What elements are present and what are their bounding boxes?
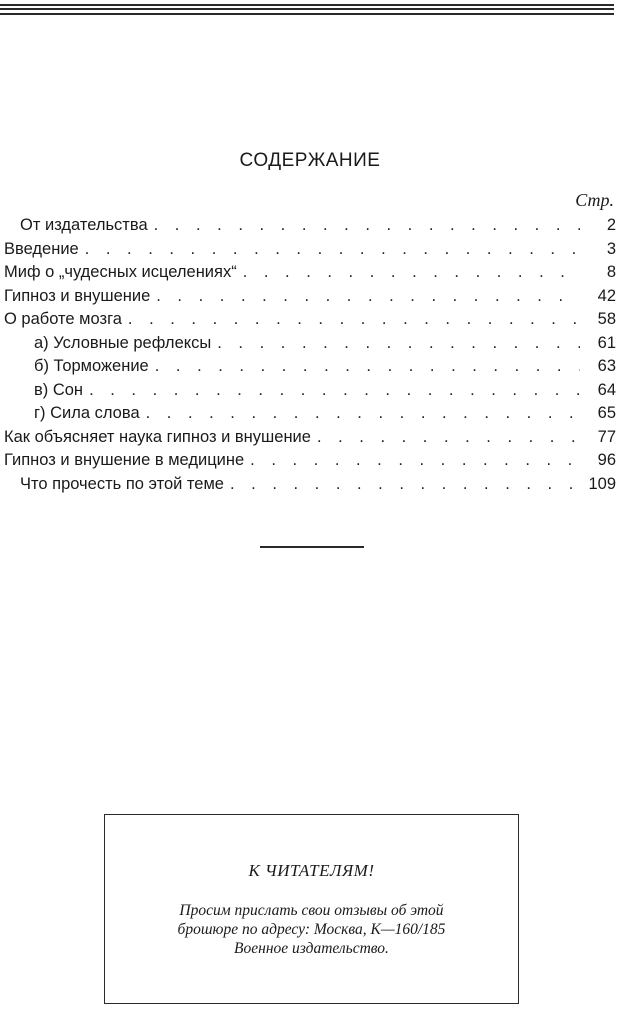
toc-entry[interactable]	[4, 426, 618, 450]
toc-entry[interactable]	[4, 285, 618, 309]
toc-entry[interactable]	[4, 332, 618, 356]
table-of-contents	[4, 214, 618, 496]
toc-entry-title: в) Сон	[34, 380, 84, 399]
toc-entry[interactable]	[4, 308, 618, 332]
toc-entry-title: От издательства	[20, 216, 148, 234]
toc-entry-title: Как объясняет наука гипноз и внушение	[4, 427, 311, 446]
toc-entry[interactable]	[4, 355, 618, 379]
toc-entry-title: Миф о „чудесных исцелениях“	[4, 263, 237, 281]
toc-entry[interactable]	[4, 473, 618, 497]
toc-leader-dots	[230, 473, 580, 497]
toc-entry-page: 42	[597, 286, 616, 305]
toc-entry-title: а) Условные рефлексы	[34, 333, 212, 352]
toc-leader-dots	[243, 261, 580, 285]
contents-title: СОДЕРЖАНИЕ	[239, 150, 381, 171]
toc-entry-page: 2	[606, 216, 616, 234]
toc-leader-dots	[89, 379, 580, 403]
toc-entry-title: О работе мозга	[4, 310, 122, 328]
toc-entry-title: Что прочесть по этой теме	[20, 474, 224, 493]
page-column-label: Стр.	[575, 190, 614, 210]
toc-leader-dots	[146, 402, 580, 426]
toc-leader-dots	[155, 355, 580, 379]
toc-leader-dots	[156, 285, 580, 309]
toc-entry-title: Гипноз и внушение в медицине	[4, 451, 245, 469]
toc-entry-page: 63	[597, 357, 616, 375]
toc-leader-dots	[317, 426, 580, 450]
toc-leader-dots	[128, 308, 580, 332]
notice-line: брошюре по адресу: Москва, К—160/185	[177, 921, 446, 938]
toc-entry-page: 77	[597, 427, 616, 446]
toc-entry-page: 58	[597, 310, 616, 328]
toc-entry-title: Введение	[4, 239, 79, 258]
toc-entry-page: 109	[588, 474, 616, 493]
toc-entry[interactable]	[4, 238, 618, 262]
notice-line: Военное издательство.	[234, 940, 389, 957]
notice-heading: К ЧИТАТЕЛЯМ!	[248, 861, 375, 880]
toc-entry-page: 3	[606, 239, 616, 258]
notice-text	[105, 901, 518, 958]
toc-entry-page: 96	[597, 451, 616, 469]
toc-leader-dots	[250, 449, 580, 473]
toc-entry-page: 65	[597, 404, 616, 422]
toc-entry[interactable]	[4, 449, 618, 473]
toc-entry-title: б) Торможение	[34, 357, 149, 375]
toc-entry-title: г) Сила слова	[34, 404, 140, 422]
toc-entry-page: 64	[597, 380, 616, 399]
toc-entry-page: 61	[597, 333, 616, 352]
toc-entry[interactable]	[4, 402, 618, 426]
toc-entry[interactable]	[4, 261, 618, 285]
section-divider	[260, 546, 364, 548]
notice-line: Просим прислать свои отзывы об этой	[179, 902, 444, 919]
toc-entry[interactable]	[4, 379, 618, 403]
reader-notice-box	[104, 814, 519, 1004]
toc-leader-dots	[85, 238, 580, 262]
toc-entry[interactable]	[4, 214, 618, 238]
toc-entry-page: 8	[606, 263, 616, 281]
toc-leader-dots	[154, 214, 580, 238]
toc-leader-dots	[217, 332, 580, 356]
top-double-rule	[0, 4, 614, 16]
toc-entry-title: Гипноз и внушение	[4, 286, 151, 305]
